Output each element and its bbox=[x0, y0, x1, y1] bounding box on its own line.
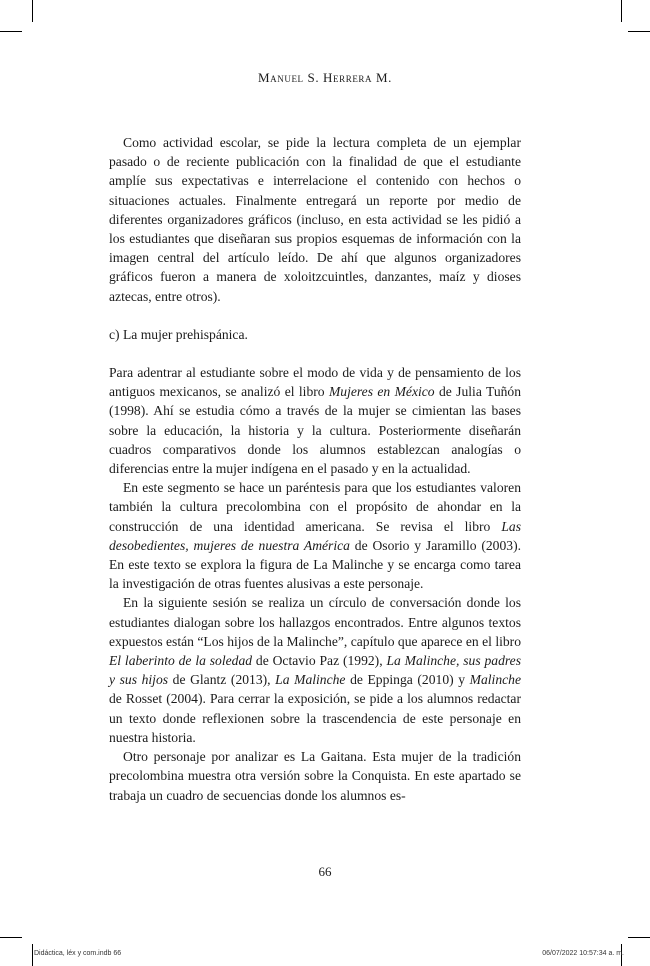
book-title: Mujeres en México bbox=[328, 384, 435, 400]
paragraph bbox=[109, 593, 521, 747]
text-run: Para adentrar al estudiante sobre el modo de vida y de pensamiento de los antiguos mexicanos, se analizó el libro bbox=[109, 365, 521, 400]
book-title: La Malinche, sus padres y sus hijos bbox=[109, 653, 521, 688]
crop-mark bbox=[621, 0, 622, 22]
crop-mark bbox=[628, 937, 650, 938]
print-slug-file: Didáctica, léx y com.indb 66 bbox=[34, 950, 122, 957]
paragraph bbox=[109, 478, 521, 593]
paragraph: Otro personaje por analizar es La Gaitana. Esta mujer de la tradición precolombina muestra otra versión sobre la Conquista. En este apartado se trabaja un cuadro de secuencias donde los alumnos es- bbox=[109, 749, 521, 803]
book-title: El laberinto de la soledad bbox=[109, 653, 253, 669]
text-run: de Osorio y Jaramillo (2003). En este texto se explora la figura de La Malinche y se encarga como tarea la investigación de otras fuentes alusivas a este personaje. bbox=[109, 537, 521, 592]
body-text bbox=[109, 133, 521, 805]
text-run: de Julia Tuñón (1998). Ahí se estudia cómo a través de la mujer se cimientan las bases sobre la educación, la historia y la cultura. Posteriormente diseñarán cuadros comparativos donde los alumnos establezcan analogías o diferencias entre la mujer indígena en el pasado y en la actualidad. bbox=[109, 384, 522, 477]
paragraph bbox=[109, 363, 521, 478]
crop-mark bbox=[32, 944, 33, 966]
book-title: Malinche bbox=[469, 672, 521, 688]
text-run: En la siguiente sesión se realiza un círculo de conversación donde los estudiantes dialogan sobre los hallazgos encontrados. Entre algunos textos expuestos están “Los hijos de la Malinche”, capítulo que aparece en el libro bbox=[109, 595, 521, 649]
paragraph: Como actividad escolar, se pide la lectura completa de un ejemplar pasado o de reciente publicación con la finalidad de que el estudiante amplíe sus expectativas e interrelacione el contenido con hechos o situaciones actuales. Finalmente entregará un reporte por medio de diferentes organizadores gráficos (incluso, en esta actividad se les pidió a los estudiantes que diseñaran sus propios esquemas de información con la imagen central del artículo leído. De ahí que algunos organizadores gráficos fueron a manera de xoloitzcuintles, danzantes, maíz y dioses aztecas, entre otros). bbox=[109, 135, 521, 304]
text-run: En este segmento se hace un paréntesis para que los estudiantes valoren también la cultura precolombina con el propósito de ahondar en la construcción de una identidad americana. Se revisa el libro bbox=[109, 480, 521, 534]
crop-mark bbox=[0, 937, 22, 938]
running-head: Manuel S. Herrera M. bbox=[258, 70, 392, 85]
text-run: de Octavio Paz (1992), bbox=[252, 653, 387, 669]
crop-mark bbox=[32, 0, 33, 22]
book-title: La Malinche bbox=[275, 672, 346, 688]
crop-mark bbox=[0, 31, 22, 32]
crop-mark bbox=[628, 31, 650, 32]
section-heading: c) La mujer prehispánica. bbox=[109, 326, 248, 342]
print-slug-date: 06/07/2022 10:57:34 a. m. bbox=[542, 950, 624, 957]
text-run: de Rosset (2004). Para cerrar la exposición, se pide a los alumnos redactar un texto donde reflexionen sobre la trascendencia de este personaje en nuestra historia. bbox=[109, 691, 521, 745]
book-title: Las desobedientes, mujeres de nuestra América bbox=[109, 518, 521, 553]
text-run: de Glantz (2013), bbox=[168, 672, 276, 688]
text-run: de Eppinga (2010) y bbox=[345, 672, 470, 688]
page-number: 66 bbox=[318, 864, 332, 879]
